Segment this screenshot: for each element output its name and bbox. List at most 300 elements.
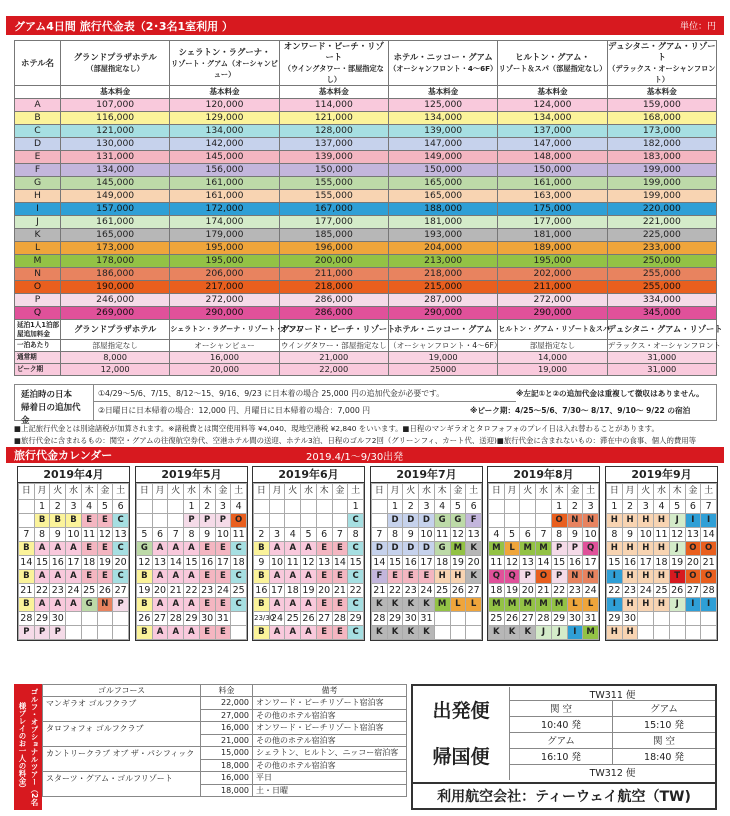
calendar-date: 13: [154, 557, 167, 568]
calendar-date: 10: [67, 529, 80, 540]
calendar-grid: [488, 483, 599, 640]
price-cell: 272,000: [498, 294, 607, 307]
calendar-price-code: A: [168, 570, 184, 584]
calendar-price-code: C: [348, 570, 364, 584]
price-cell: 161,000: [170, 177, 279, 190]
price-row: [15, 203, 717, 216]
base-fee-label: 基本料金: [279, 86, 388, 99]
calendar-price-code: E: [403, 570, 419, 584]
calendar-price-code: B: [34, 514, 50, 528]
price-cell: 147,000: [388, 138, 497, 151]
price-cell: 188,000: [388, 203, 497, 216]
extension-name-row: [15, 320, 717, 340]
calendar-price-code: I: [701, 598, 717, 612]
calendar-month: [17, 466, 130, 641]
golf-course: [43, 709, 201, 722]
calendar-date: 2: [403, 500, 419, 514]
code-row: [254, 570, 364, 584]
regular-fee: 8,000: [61, 352, 170, 364]
calendar-price-code: N: [567, 514, 583, 528]
weekday-label: 水: [654, 484, 670, 500]
note-taxes: ■上記旅行代金とは別途諸税が加算されます。※諸税費とは関空使用料等 ¥4,040、現地空港税 ¥2,840 をいいます。■日程のマンギラオとタロフォフォのプレイ日は入れ替わることがあります。: [14, 424, 659, 433]
price-cell: 233,000: [607, 242, 716, 255]
golf-note: オンワード・ビーチリゾート宿泊客: [253, 697, 407, 710]
calendar-date: 11: [286, 557, 299, 568]
calendar-price-code: L: [583, 598, 599, 612]
price-cell: 168,000: [607, 112, 716, 125]
weekday-label: 水: [419, 484, 435, 500]
calendar-price-code: E: [215, 598, 231, 612]
price-cell: 129,000: [170, 112, 279, 125]
code-row: [19, 570, 129, 584]
extension-room-type: オーシャンビュー: [170, 340, 279, 352]
calendar-price-code: C: [231, 570, 247, 584]
calendar-price-code: G: [450, 514, 466, 528]
calendar-date: 1: [184, 500, 200, 514]
calendar-price-code: E: [332, 570, 348, 584]
calendar-date: 25: [655, 585, 668, 596]
price-cell: 179,000: [170, 229, 279, 242]
code-row: [137, 598, 247, 612]
calendar-price-code: E: [81, 570, 97, 584]
calendar-price-code: I: [607, 570, 623, 584]
price-cell: 213,000: [388, 255, 497, 268]
calendar-price-code: H: [434, 570, 450, 584]
calendar-date: 18: [655, 557, 668, 568]
golf-note: シェラトン、ヒルトン、ニッコー宿泊客: [253, 747, 407, 760]
return-to: 関 空: [652, 736, 676, 747]
calendar-date: 27: [521, 613, 534, 624]
calendar-date: 16: [624, 557, 637, 568]
calendar-date: 8: [551, 528, 567, 542]
price-code: J: [15, 216, 61, 229]
calendar-price-code: M: [551, 598, 567, 612]
calendar-price-code: H: [654, 570, 670, 584]
price-cell: 150,000: [279, 164, 388, 177]
code-row: [137, 542, 247, 556]
price-cell: 345,000: [607, 307, 716, 320]
price-cell: 217,000: [170, 281, 279, 294]
extension-room-type: （オーシャンフロント・4〜6F）: [388, 341, 502, 350]
calendar-date: [152, 500, 168, 514]
calendar-date: 12: [98, 529, 111, 540]
price-code: I: [15, 203, 61, 216]
calendar-date: 25: [490, 613, 503, 624]
return-departure: 16:10 発: [510, 749, 613, 764]
code-row: [137, 626, 247, 640]
calendar-date: [285, 500, 301, 514]
calendar-date: 12: [451, 529, 464, 540]
price-cell: 165,000: [388, 190, 497, 203]
price-row: [15, 177, 717, 190]
price-cell: 206,000: [170, 268, 279, 281]
price-code: M: [15, 255, 61, 268]
calendar-price-code: K: [520, 626, 536, 640]
calendar-date: 7: [372, 528, 388, 542]
calendar-date: 18: [83, 557, 96, 568]
calendar-date: 20: [154, 585, 167, 596]
price-cell: 211,000: [279, 268, 388, 281]
calendar-date: 17: [639, 557, 652, 568]
calendar-date: 6: [113, 500, 129, 514]
calendar-price-code: J: [536, 626, 552, 640]
extension-hotel-name: ヒルトン・グアム・リゾート＆スパ: [498, 320, 607, 340]
golf-course: カントリークラブ オブ ザ・パシフィック: [43, 747, 201, 760]
calendar-date: 21: [333, 585, 346, 596]
golf-row: [43, 759, 407, 772]
calendar-date: 31: [420, 613, 433, 624]
calendar-price-code: M: [489, 598, 505, 612]
golf-row: [43, 722, 407, 735]
calendar-price-code: H: [622, 598, 638, 612]
calendar-date: 3: [638, 500, 654, 514]
code-row: [137, 570, 247, 584]
calendar-date: 16: [201, 557, 214, 568]
hotel-header: [279, 41, 388, 86]
calendar-price-code: K: [403, 626, 419, 640]
calendar-price-code: A: [66, 542, 82, 556]
weekday-label: 木: [551, 484, 567, 500]
calendar-date: 19: [506, 585, 519, 596]
code-row: [489, 570, 599, 584]
calendar-price-code: E: [215, 542, 231, 556]
calendar-date: 28: [169, 613, 182, 624]
price-cell: 159,000: [607, 99, 716, 112]
calendar-date: 29: [553, 613, 566, 624]
weekday-label: 水: [66, 484, 82, 500]
calendar-date: [168, 500, 184, 514]
calendar-price-code: K: [403, 598, 419, 612]
price-cell: 145,000: [61, 177, 170, 190]
calendar-month: [252, 466, 365, 641]
price-cell: 124,000: [498, 99, 607, 112]
calendar-price-code: H: [654, 598, 670, 612]
code-row: [489, 514, 599, 528]
price-cell: 134,000: [498, 112, 607, 125]
calendar-date: 21: [373, 585, 386, 596]
weekday-label: 日: [489, 484, 505, 500]
calendar-price-code: H: [622, 514, 638, 528]
date-row: [137, 612, 247, 626]
price-cell: 290,000: [170, 307, 279, 320]
calendar-price-code: K: [419, 626, 435, 640]
calendar-date: 2: [622, 500, 638, 514]
calendar-price-code: H: [622, 626, 638, 640]
calendar-date: 3: [269, 528, 285, 542]
calendar-date: 8: [348, 528, 364, 542]
golf-note: 土・日曜: [253, 784, 407, 797]
calendar-date: 30: [404, 613, 417, 624]
price-cell: 177,000: [498, 216, 607, 229]
golf-side-label: ゴルフ・オプショナルツアー（2名様プレイのお一人の料金）: [14, 684, 42, 810]
extension-hotel-name: オンワード・ビーチ・リゾート: [279, 320, 388, 340]
price-table: [14, 40, 717, 320]
hotel-room-type: （部屋指定なし）: [86, 64, 144, 73]
calendar-date: [301, 500, 317, 514]
calendar-price-code: J: [669, 542, 685, 556]
calendar-date: 29: [349, 613, 362, 624]
calendar-date: 26: [506, 613, 519, 624]
return-flight-no: TW312 便: [509, 765, 715, 780]
weekday-row: [607, 484, 717, 500]
price-code: G: [15, 177, 61, 190]
price-cell: 220,000: [607, 203, 716, 216]
calendar-date: 1: [607, 500, 623, 514]
calendar-price-code: B: [137, 598, 153, 612]
price-table-header: [6, 16, 724, 35]
calendar-price-code: C: [113, 514, 129, 528]
price-code: C: [15, 125, 61, 138]
calendar-price-code: [520, 514, 536, 528]
calendar-price-code: [434, 626, 450, 640]
calendar-date: [372, 500, 388, 514]
price-cell: 161,000: [170, 190, 279, 203]
price-header-row: [15, 41, 717, 86]
calendar-price-code: N: [97, 598, 113, 612]
calendar-date: 12: [506, 557, 519, 568]
price-row: [15, 294, 717, 307]
calendar-price-code: H: [450, 570, 466, 584]
calendar-price-code: C: [231, 598, 247, 612]
base-fee-label: 基本料金: [61, 86, 170, 99]
calendar-price-code: E: [316, 626, 332, 640]
calendar-price-code: M: [536, 542, 552, 556]
calendar-price-code: B: [19, 570, 35, 584]
base-fee-corner: [15, 86, 61, 99]
calendar-price-code: P: [551, 570, 567, 584]
calendar-date: 7: [332, 528, 348, 542]
golf-course: [43, 759, 201, 772]
calendar-date: 24: [639, 585, 652, 596]
calendar-price-code: M: [536, 598, 552, 612]
weekday-label: 日: [607, 484, 623, 500]
calendar-date: 13: [318, 557, 331, 568]
price-code: H: [15, 190, 61, 203]
hotel-room-type: （オーシャンフロント・4〜6F）: [389, 64, 498, 73]
price-cell: 189,000: [498, 242, 607, 255]
calendar-price-code: L: [504, 542, 520, 556]
calendar-price-code: B: [137, 570, 153, 584]
price-cell: 334,000: [607, 294, 716, 307]
weekday-row: [254, 484, 364, 500]
price-cell: 147,000: [498, 138, 607, 151]
weekday-label: 金: [567, 484, 583, 500]
price-row: [15, 112, 717, 125]
peak-fee: 25000: [388, 364, 497, 376]
calendar-date: 25: [232, 585, 245, 596]
calendar-date: 10: [584, 529, 597, 540]
code-row: [19, 514, 129, 528]
hotel-header: [388, 41, 497, 86]
calendar-price-code: B: [19, 598, 35, 612]
price-cell: 196,000: [279, 242, 388, 255]
calendar-date: 1: [551, 500, 567, 514]
calendar-price-code: A: [66, 598, 82, 612]
calendar-price-code: P: [567, 542, 583, 556]
calendar-date: 16: [51, 557, 64, 568]
price-cell: 137,000: [498, 125, 607, 138]
date-row: [19, 612, 129, 626]
hotel-name: ヒルトン・グアム・: [515, 52, 590, 62]
weekday-label: 火: [285, 484, 301, 500]
peak-period-label: ピーク期: [15, 364, 61, 376]
price-cell: 218,000: [388, 268, 497, 281]
calendar-price-code: I: [607, 598, 623, 612]
calendar-price-code: Q: [504, 570, 520, 584]
date-row: [607, 500, 717, 514]
calendar-date: [685, 612, 701, 626]
calendar-price-code: A: [152, 598, 168, 612]
calendar-price-code: [489, 514, 505, 528]
calendar-date: 22: [389, 585, 402, 596]
price-cell: 173,000: [61, 242, 170, 255]
date-row: [607, 528, 717, 542]
calendar-date: 23/30: [254, 612, 270, 626]
calendar-date: 23: [624, 585, 637, 596]
calendar-price-code: A: [269, 542, 285, 556]
price-cell: 199,000: [607, 177, 716, 190]
calendar-date: 28: [333, 613, 346, 624]
price-cell: 181,000: [498, 229, 607, 242]
calendar-date: 28: [20, 613, 33, 624]
calendar-date: 7: [701, 500, 717, 514]
calendar-date: 15: [185, 557, 198, 568]
base-fee-label: 基本料金: [170, 86, 279, 99]
calendar-price-code: G: [137, 542, 153, 556]
calendar-date: 14: [537, 557, 550, 568]
weekday-label: 水: [184, 484, 200, 500]
calendar-price-code: M: [489, 542, 505, 556]
calendar-date: 12: [671, 529, 684, 540]
flight-info: [411, 684, 717, 810]
calendar-price-code: [301, 514, 317, 528]
golf-header-course: ゴルフコース: [43, 685, 201, 697]
code-row: [489, 626, 599, 640]
calendar-date: 27: [114, 585, 127, 596]
calendar-date: 30: [624, 613, 637, 624]
calendar-price-code: G: [434, 542, 450, 556]
date-row: [137, 528, 247, 542]
note-inclusions: ■旅行代金に含まれるもの：関空・グアムの往復航空券代、空港ホテル間の送迎、ホテル3泊、日程のゴルフ2回（グリーンフィ、カート代、送迎)■旅行代金に含まれないもの：滞在中の食事、個人的費用等: [14, 436, 697, 445]
extension-hotel-name: シェラトン・ラグーナ・リゾート・グアム: [170, 320, 279, 340]
calendar-price-code: C: [113, 542, 129, 556]
extension-room-type: 部屋指定なし: [498, 340, 607, 352]
price-cell: 182,000: [607, 138, 716, 151]
calendar-date: [137, 500, 153, 514]
calendar-price-code: A: [34, 570, 50, 584]
price-table-title: グアム4日間 旅行代金表（2･3名1室利用 ）: [14, 19, 234, 33]
calendar-date: 30: [201, 613, 214, 624]
price-cell: 172,000: [170, 203, 279, 216]
extension-hotel-name: デュシタニ・グアム・リゾート: [607, 320, 716, 340]
calendar-grid: [18, 483, 129, 640]
calendar-date: 3: [215, 500, 231, 514]
calendar-price-code: O: [536, 570, 552, 584]
code-row: [19, 542, 129, 556]
calendar-price-code: I: [685, 598, 701, 612]
calendar-price-code: [152, 514, 168, 528]
regular-period-label: 通常期: [15, 352, 61, 364]
calendar-price-code: A: [285, 598, 301, 612]
calendar-date: 12: [302, 557, 315, 568]
calendar-date: 8: [607, 528, 623, 542]
weekday-label: 木: [199, 484, 215, 500]
code-row: [372, 570, 482, 584]
hotel-header: [607, 41, 716, 86]
calendar-month-title: 2019年7月: [371, 467, 482, 483]
outbound-to: グアム: [650, 704, 678, 715]
price-cell: 125,000: [388, 99, 497, 112]
calendar-price-code: M: [434, 598, 450, 612]
calendar-price-code: N: [567, 570, 583, 584]
calendar-price-code: E: [332, 598, 348, 612]
code-row: [372, 542, 482, 556]
date-row: [372, 500, 482, 514]
calendar-price-code: C: [231, 542, 247, 556]
calendar-price-code: [97, 626, 113, 640]
calendar-price-code: E: [215, 570, 231, 584]
calendar-price-code: K: [489, 626, 505, 640]
peak-period-row: [15, 364, 717, 376]
price-code: K: [15, 229, 61, 242]
weekday-label: 火: [403, 484, 419, 500]
calendar-price-code: E: [199, 626, 215, 640]
code-row: [489, 598, 599, 612]
code-row: [254, 598, 364, 612]
calendar-price-code: P: [50, 626, 66, 640]
calendar-grid: [136, 483, 247, 640]
calendar-date: 22: [185, 585, 198, 596]
hotel-name: オンワード・ビーチ・リゾート: [283, 41, 384, 62]
calendar-date: [97, 612, 113, 626]
hotel-room-type: （ウイングタワー・部屋指定なし）: [283, 64, 384, 84]
outbound-flight-no: TW311 便: [509, 687, 715, 701]
calendar-price-code: A: [152, 542, 168, 556]
price-row: [15, 99, 717, 112]
calendar-date: 18: [490, 585, 503, 596]
price-code: E: [15, 151, 61, 164]
calendar-date: 8: [387, 528, 403, 542]
calendar-date: 18: [436, 557, 449, 568]
calendar-date: [316, 500, 332, 514]
calendar-price-code: B: [137, 626, 153, 640]
extension-corner: 延泊1人1泊部屋追加料金: [15, 320, 61, 340]
price-cell: 148,000: [498, 151, 607, 164]
calendar-date: 4: [231, 500, 247, 514]
calendar-date: 6: [316, 528, 332, 542]
calendar-date: 24: [271, 613, 284, 624]
calendar-date: 3: [419, 500, 435, 514]
calendar-date: 16: [404, 557, 417, 568]
price-cell: 178,000: [61, 255, 170, 268]
code-row: [254, 514, 364, 528]
calendar-price-code: M: [520, 598, 536, 612]
price-cell: 286,000: [279, 294, 388, 307]
hotel-header: [61, 41, 170, 86]
calendar-date: 24: [420, 585, 433, 596]
calendar-title: 旅行代金カレンダー: [14, 449, 113, 462]
golf-course: マンギラオ ゴルフクラブ: [43, 697, 201, 710]
code-row: [19, 626, 129, 640]
calendar-price-code: [113, 626, 129, 640]
calendar-price-code: [168, 514, 184, 528]
price-cell: 250,000: [607, 255, 716, 268]
calendar-date: 10: [216, 529, 229, 540]
calendar-date: 7: [19, 528, 35, 542]
price-row: [15, 281, 717, 294]
calendar-price-code: P: [199, 514, 215, 528]
golf-row: [43, 709, 407, 722]
